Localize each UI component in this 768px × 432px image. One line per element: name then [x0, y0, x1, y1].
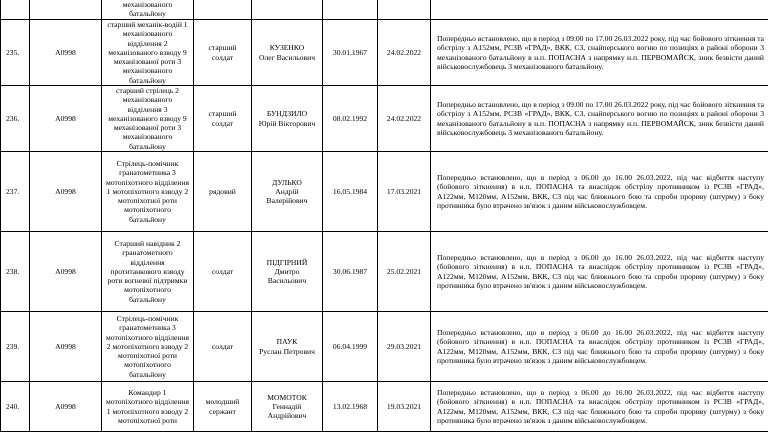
- table-row: [1, 86, 768, 152]
- row-number: 238.: [1, 232, 30, 312]
- birth-date-cell: 08.02.1992: [323, 86, 378, 152]
- rank-cell: рядовий: [194, 152, 252, 232]
- date-cell: 17.03.2021: [378, 152, 431, 232]
- circumstances-cell: Попередньо встановлено, що в період з 09.00 по 17.00 26.03.2022 року, під час бойового зіткнення та обстрілу з А152мм, РСЗВ «ГРАД», ВКК, СЗ, снайперського вогню по позиціях в районі оборони 3 механізованого батальйону в н.п. ПОПАСНА з напрямку н.п. ПЕРВОМАЙСК, зник безвісти даний військовослужбовець 3 механізованого батальйону.: [431, 86, 768, 152]
- rank-cell: солдат: [194, 232, 252, 312]
- name-cell: [252, 382, 323, 432]
- position-cell: механізованого батальйону: [102, 0, 194, 20]
- unit-cell: А0998: [30, 20, 102, 86]
- row-number: 236.: [1, 86, 30, 152]
- position-cell: старший стрілець 2 механізованого відділення 3 механізованого взводу 9 механізованої роти 3 механізованого батальйону: [102, 86, 194, 152]
- row-number: 235.: [1, 20, 30, 86]
- date-cell: 25.02.2021: [378, 232, 431, 312]
- birth-date-cell: 30.06.1987: [323, 232, 378, 312]
- table-row-fragment: [1, 0, 768, 20]
- circumstances-cell: Попередньо встановлено, що в період з 06.00 до 16.00 26.03.2022, під час відбиття наступу (бойового зіткнення) в н.п. ПОПАСНА та внаслідок обстрілу противником із РСЗВ «ГРАД», А122мм, М120мм, А152мм, ВКК, СЗ під час ближнього бою та спроби прориву (штурму) з боку противника було втрачено зв'язок з даним військовослужбовцем.: [431, 152, 768, 232]
- position-cell: Старший навідник 2 гранатометного відділення протитанкового взводу роти вогневої підтримки мотопіхотного батальйону: [102, 232, 194, 312]
- date-cell: 19.03.2021: [378, 382, 431, 432]
- given-name: Васильович: [255, 276, 319, 285]
- circumstances-cell: Попередньо встановлено, що в період з 06.00 до 16.00 26.03.2022, під час відбиття наступу (бойового зіткнення) в н.п. ПОПАСНА та внаслідок обстрілу противником із РСЗВ «ГРАД», А122мм, М120мм, А152мм, ВКК, СЗ під час ближнього бою та спроби прориву (штурму) з боку противника було втрачено зв'язок з даним військовослужбовцем.: [431, 312, 768, 382]
- surname: БУНДЗИЛО: [255, 109, 319, 118]
- birth-date-cell: 13.02.1968: [323, 382, 378, 432]
- unit-cell: А0998: [30, 312, 102, 382]
- given-name: Руслан Петрович: [255, 347, 319, 356]
- date-cell: 24.02.2022: [378, 86, 431, 152]
- rank-cell: молодший сержант: [194, 382, 252, 432]
- given-name: Андрійович: [255, 411, 319, 420]
- rank-cell: старший солдат: [194, 86, 252, 152]
- position-cell: Стрілець-помічник гранатометника 3 мотопіхотного відділення 2 мотопіхотного взводу 2 мотопіхотної роти мотопіхотного батальйону: [102, 312, 194, 382]
- unit-cell: А0998: [30, 152, 102, 232]
- birth-date-cell: 16.05.1984: [323, 152, 378, 232]
- birth-date-cell: 06.04.1999: [323, 312, 378, 382]
- date-cell: 29.03.2021: [378, 312, 431, 382]
- rank-cell: старший солдат: [194, 20, 252, 86]
- surname: ДУЛЬКО: [255, 178, 319, 187]
- name-cell: [252, 232, 323, 312]
- circumstances-cell: Попередньо встановлено, що в період з 06.00 до 16.00 26.03.2022, під час відбиття наступу (бойового зіткнення) в н.п. ПОПАСНА та внаслідок обстрілу противником із РСЗВ «ГРАД», А122мм, М120мм, А152мм, ВКК, СЗ під час ближнього бою та спроби прориву (штурму) з боку противника було втрачено зв'язок з даним військовослужбовцем.: [431, 382, 768, 432]
- name-cell: [252, 152, 323, 232]
- table-row: [1, 152, 768, 232]
- given-name: Юрій Вікторович: [255, 119, 319, 128]
- row-number: 239.: [1, 312, 30, 382]
- table-row: [1, 382, 768, 432]
- row-number: 237.: [1, 152, 30, 232]
- birth-date-cell: 30.01.1967: [323, 20, 378, 86]
- position-cell: Командир 1 мотопіхотного відділення 1 мотопіхотного взводу 2 мотопіхотної роти: [102, 382, 194, 432]
- unit-cell: А0998: [30, 86, 102, 152]
- row-number: 240.: [1, 382, 30, 432]
- given-name: Андрій Валерійович: [255, 187, 319, 205]
- table-row: [1, 312, 768, 382]
- table-body: [1, 0, 768, 432]
- name-cell: [252, 20, 323, 86]
- table-row: [1, 20, 768, 86]
- position-cell: старший механік-водій 1 механізованого відділення 2 механізованого взводу 9 механізованої роти 3 механізованого батальйону: [102, 20, 194, 86]
- date-cell: 24.02.2022: [378, 20, 431, 86]
- position-cell: Стрілець-помічник гранатометника 3 мотопіхотного відділення 1 мотопіхотного взводу 2 мотопіхотної роти мотопіхотного батальйону: [102, 152, 194, 232]
- unit-cell: А0998: [30, 232, 102, 312]
- name-cell: [252, 86, 323, 152]
- unit-cell: А0998: [30, 382, 102, 432]
- circumstances-cell: Попередньо встановлено, що в період з 09.00 по 17.00 26.03.2022 року, під час бойового зіткнення та обстрілу з А152мм, РСЗВ «ГРАД», ВКК, СЗ, снайперського вогню по позиціях в районі оборони 3 механізованого батальйону в н.п. ПОПАСНА з напрямку н.п. ПЕРВОМАЙСК, зник безвісти даний військовослужбовець 3 механізованого батальйону.: [431, 20, 768, 86]
- surname: ПАУК: [255, 337, 319, 346]
- surname: КУЗЕНКО: [255, 43, 319, 52]
- circumstances-cell: Попередньо встановлено, що в період з 06.00 до 16.00 26.03.2022, під час відбиття наступу (бойового зіткнення) в н.п. ПОПАСНА та внаслідок обстрілу противником із РСЗВ «ГРАД», А122мм, М120мм, А152мм, ВКК, СЗ під час ближнього бою та спроби прориву (штурму) з боку противника було втрачено зв'язок з даним військовослужбовцем.: [431, 232, 768, 312]
- name-cell: [252, 312, 323, 382]
- rank-cell: солдат: [194, 312, 252, 382]
- surname: МОМОТОК Геннадій: [255, 393, 319, 411]
- table-row: [1, 232, 768, 312]
- given-name: Олег Васильович: [255, 53, 319, 62]
- surname: ПІДГІРНИЙ Дмитро: [255, 258, 319, 276]
